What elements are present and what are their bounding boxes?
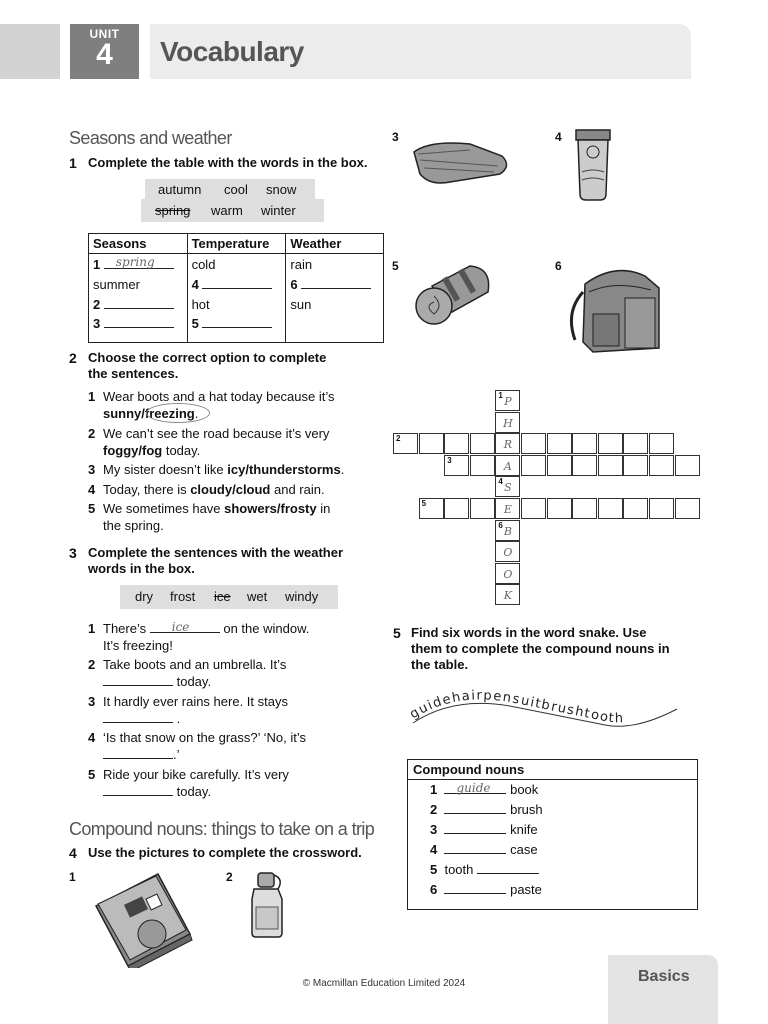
ex2-item-1: 1 Wear boots and a hat today because it’s sunny/freezing. [88,389,335,421]
crossword-cell[interactable] [649,455,674,476]
option-pair[interactable]: foggy/fog [103,443,163,458]
noun-part: paste [510,882,542,897]
clue-number: 4 [498,477,503,487]
box-word: dry [135,589,154,604]
copyright: © Macmillan Education Limited 2024 [302,978,466,989]
compound-noun-row [430,802,543,818]
rucksack-picture [565,262,665,356]
seasons-table [88,233,384,343]
crossword-cell[interactable] [495,584,520,605]
unit-badge [70,24,139,79]
sleeping-bag-picture [412,262,494,328]
row-number: 5 [430,862,438,877]
table-cell: rain [290,257,313,272]
crossword-cell[interactable] [521,455,546,476]
crossword-cell[interactable] [598,433,623,454]
box-word: cool [224,182,248,197]
option-pair[interactable]: sunny/freezing [103,406,195,421]
towel-picture [410,136,515,188]
unit-number: 4 [96,38,113,71]
compound-noun-row [430,822,538,838]
example-answer: guide [456,781,491,795]
answer-blank[interactable] [444,802,506,814]
crossword-cell[interactable] [572,455,597,476]
crossword-grid [393,390,703,612]
section-tab-basics [608,955,718,1024]
row-number: 4 [430,842,438,857]
crossword-cell[interactable] [495,498,520,519]
answer-blank[interactable] [202,277,272,289]
crossword-letter: S [504,481,512,495]
crossword-cell[interactable] [675,455,700,476]
unit-label: UNIT [89,27,120,41]
crossword-cell[interactable] [470,498,495,519]
noun-part: knife [510,822,538,837]
crossword-cell[interactable] [572,433,597,454]
weather-column: rain 6 sun [286,254,384,343]
compound-nouns-table [407,759,698,910]
water-bottle-picture [248,871,288,939]
crossword-cell[interactable] [495,390,520,411]
example-answer: ice [171,620,190,634]
noun-part: tooth [444,862,474,877]
crossword-letter: P [504,395,512,408]
answer-blank[interactable] [103,711,173,723]
crossword-letter: B [503,524,512,538]
crossword-letter: H [503,416,513,430]
crossword-cell[interactable] [470,455,495,476]
guidebook-picture [88,868,198,968]
table-cell: sun [290,297,312,312]
seasons-column: 1 spring summer 2 3 [89,254,188,343]
crossword-cell[interactable] [572,498,597,519]
answer-blank[interactable] [444,782,506,794]
ex2-item-5: 5 We sometimes have showers/frosty in the spring. [88,501,331,533]
word-snake-text: guidehairpensuitbrushtooth [407,688,625,727]
exercise-2-number: 2 [69,350,77,366]
section-tab-label: Basics [638,968,690,985]
crossword-cell[interactable] [495,455,520,476]
crossword-letter: O [503,567,513,581]
crossword-cell[interactable] [598,498,623,519]
crossword-cell[interactable] [470,433,495,454]
temperature-column: cold 4 hot 5 [187,254,286,343]
suncream-picture [572,128,614,204]
clue-number: 2 [396,434,401,444]
option-pair[interactable]: cloudy/cloud [190,482,271,497]
exercise-4-instruction: Use the pictures to complete the crossword. [88,845,362,860]
page-title: Vocabulary [160,36,304,67]
picture-number: 5 [392,259,399,273]
crossword-cell[interactable] [419,498,444,519]
ex3-item-3: 3 It hardly ever rains here. It stays . [88,694,288,726]
crossword-cell[interactable] [521,498,546,519]
answer-blank[interactable] [444,822,506,834]
table-header: Temperature [187,234,286,254]
crossword-cell[interactable] [495,433,520,454]
box-word-crossed: spring [155,203,191,218]
crossword-cell[interactable] [419,433,444,454]
clue-number: 5 [421,499,427,508]
exercise-4-number: 4 [69,845,77,861]
box-word: autumn [158,182,202,197]
box-word: wet [247,589,268,604]
crossword-cell[interactable] [444,433,469,454]
crossword-cell[interactable] [547,455,572,476]
exercise-3-number: 3 [69,545,77,561]
example-answer: spring [115,255,155,269]
box-word: frost [170,589,196,604]
table-header: Seasons [89,234,188,254]
exercise-5-number: 5 [393,625,401,641]
compound-noun-row [430,842,538,858]
ex3-item-4: 4 ‘Is that snow on the grass?’ ‘No, it’s .’ [88,730,307,762]
crossword-cell[interactable] [444,455,469,476]
answer-blank[interactable] [477,862,539,874]
answer-blank[interactable] [444,882,506,894]
picture-number: 2 [226,870,233,884]
picture-number: 6 [555,259,562,273]
header-left-tab [0,24,60,79]
crossword-cell[interactable] [521,433,546,454]
answer-blank[interactable] [103,784,173,796]
answer-blank[interactable] [103,747,173,759]
row-number: 6 [430,882,438,897]
row-number: 2 [430,802,438,817]
option-pair[interactable]: showers/frosty [224,501,317,516]
crossword-letter: O [503,546,513,560]
table-header: Weather [286,234,384,254]
exercise-1-instruction: Complete the table with the words in the box. [88,155,368,170]
crossword-cell[interactable] [675,498,700,519]
section-title-compound-nouns: Compound nouns: things to take on a trip [69,819,375,839]
crossword-cell[interactable] [444,498,469,519]
crossword-cell[interactable] [547,498,572,519]
compound-noun-row [430,862,539,878]
exercise-5-instruction: Find six words in the word snake. Use them to complete the compound nouns in the table. [411,625,670,672]
crossword-letter: K [503,589,512,603]
crossword-cell[interactable] [495,541,520,562]
word-snake [405,685,690,735]
crossword-cell[interactable] [623,498,648,519]
answer-blank[interactable] [103,674,173,686]
row-number: 1 [430,782,438,797]
crossword-cell[interactable] [623,455,648,476]
ex3-item-1: 1 There’s ice on the window. It’s freezing! [88,620,310,653]
crossword-cell[interactable] [393,433,418,454]
picture-number: 4 [555,130,562,144]
answer-blank[interactable] [104,297,174,309]
crossword-letter: R [503,438,513,452]
clue-number: 3 [447,455,452,465]
clue-number: 1 [498,391,503,400]
crossword-cell[interactable] [649,498,674,519]
exercise-1-number: 1 [69,155,77,171]
crossword-cell[interactable] [495,412,520,433]
answer-blank[interactable] [104,316,174,328]
answer-circle [146,403,210,423]
answer-blank[interactable] [444,842,506,854]
compound-noun-row [430,882,542,898]
picture-number: 3 [392,130,399,144]
answer-blank[interactable] [301,277,371,289]
weather-word-box [120,585,338,609]
word-box-row-2 [141,199,324,222]
crossword-cell[interactable] [623,433,648,454]
box-word: windy [285,589,319,604]
noun-part: case [510,842,538,857]
crossword-cell[interactable] [495,476,520,497]
noun-part: brush [510,802,543,817]
table-cell: hot [191,297,210,312]
crossword-cell[interactable] [547,433,572,454]
crossword-cell[interactable] [495,563,520,584]
ex3-item-5: 5 Ride your bike carefully. It’s very today. [88,767,289,799]
title-bar [150,24,691,79]
crossword-cell[interactable] [495,520,520,541]
table-cell: cold [191,257,216,272]
answer-blank[interactable] [202,316,272,328]
crossword-cell[interactable] [649,433,674,454]
box-word: warm [211,203,243,218]
exercise-3-instruction: Complete the sentences with the weather words in the box. [88,545,344,576]
section-title-seasons: Seasons and weather [69,128,232,148]
ex3-item-2: 2 Take boots and an umbrella. It’s today. [88,657,287,689]
row-number: 3 [430,822,438,837]
box-word: winter [261,203,296,218]
picture-number: 1 [69,870,76,884]
word-box-row-1 [145,179,315,201]
crossword-cell[interactable] [598,455,623,476]
clue-number: 6 [498,520,503,530]
crossword-letter: E [503,503,512,516]
ex2-item-2: 2 We can’t see the road because it’s very foggy/fog today. [88,426,330,458]
box-word: snow [266,182,297,197]
box-word-crossed: ice [214,589,231,604]
noun-part: book [510,782,539,797]
exercise-2-instruction: Choose the correct option to complete the sentences. [88,350,327,381]
table-header: Compound nouns [408,760,697,780]
table-cell: summer [93,277,140,292]
crossword-letter: A [503,459,512,473]
compound-noun-row [430,782,538,798]
option-pair[interactable]: icy/thunderstorms [227,462,341,477]
